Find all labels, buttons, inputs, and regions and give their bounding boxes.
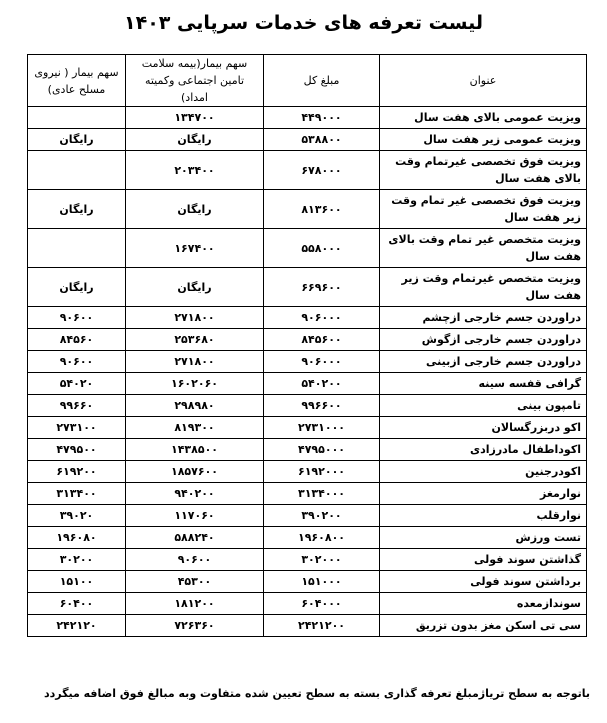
- insured-share: ۸۱۹۳۰۰: [126, 417, 264, 439]
- service-title: سی تی اسکن مغز بدون تزریق: [380, 615, 587, 637]
- military-share: [28, 107, 126, 129]
- service-title: سوندازمعده: [380, 593, 587, 615]
- service-title: گرافی قفسه سینه: [380, 373, 587, 395]
- service-title: دراوردن جسم خارجی ازگوش: [380, 329, 587, 351]
- service-title: اکو دربزرگسالان: [380, 417, 587, 439]
- service-title: برداشتن سوند فولی: [380, 571, 587, 593]
- military-share: [28, 229, 126, 268]
- table-header-row: [28, 55, 587, 107]
- service-title: اکودرجنین: [380, 461, 587, 483]
- table-row: [28, 549, 587, 571]
- service-title: ویزیت متخصص غیر تمام وقت بالای هفت سال: [380, 229, 587, 268]
- tariff-table: [27, 54, 587, 637]
- total-price: ۲۷۳۱۰۰۰: [264, 417, 380, 439]
- service-title: دراوردن جسم خارجی ازبینی: [380, 351, 587, 373]
- insured-share: رایگان: [126, 268, 264, 307]
- insured-share: ۱۸۵۷۶۰۰: [126, 461, 264, 483]
- table-row: [28, 615, 587, 637]
- service-title: نوارقلب: [380, 505, 587, 527]
- insured-share: ۲۵۳۶۸۰: [126, 329, 264, 351]
- insured-share: ۷۲۶۳۶۰: [126, 615, 264, 637]
- total-price: ۳۹۰۲۰۰: [264, 505, 380, 527]
- service-title: تامپون بینی: [380, 395, 587, 417]
- insured-share: ۱۴۳۸۵۰۰: [126, 439, 264, 461]
- military-share: ۹۰۶۰۰: [28, 351, 126, 373]
- total-price: ۵۴۰۲۰۰: [264, 373, 380, 395]
- header-military-share: سهم بیمار ( نیروی مسلح عادی): [28, 55, 126, 107]
- service-title: دراوردن جسم خارجی ازچشم: [380, 307, 587, 329]
- table-row: [28, 417, 587, 439]
- header-title: عنوان: [380, 55, 587, 107]
- insured-share: ۲۹۸۹۸۰: [126, 395, 264, 417]
- military-share: ۸۴۵۶۰: [28, 329, 126, 351]
- military-share: ۹۹۶۶۰: [28, 395, 126, 417]
- table-row: [28, 483, 587, 505]
- table-row: [28, 395, 587, 417]
- military-share: ۲۴۲۱۲۰: [28, 615, 126, 637]
- table-row: [28, 268, 587, 307]
- military-share: ۱۹۶۰۸۰: [28, 527, 126, 549]
- insured-share: ۱۶۰۲۰۶۰: [126, 373, 264, 395]
- military-share: ۶۰۴۰۰: [28, 593, 126, 615]
- insured-share: ۱۶۷۴۰۰: [126, 229, 264, 268]
- table-row: [28, 151, 587, 190]
- total-price: ۶۶۹۶۰۰: [264, 268, 380, 307]
- total-price: ۹۰۶۰۰۰: [264, 351, 380, 373]
- service-title: ویزیت فوق تخصصی غیرتمام وقت بالای هفت سال: [380, 151, 587, 190]
- total-price: ۳۱۳۴۰۰۰: [264, 483, 380, 505]
- military-share: رایگان: [28, 190, 126, 229]
- total-price: ۵۳۸۸۰۰: [264, 129, 380, 151]
- total-price: ۶۰۴۰۰۰: [264, 593, 380, 615]
- insured-share: رایگان: [126, 190, 264, 229]
- total-price: ۴۷۹۵۰۰۰: [264, 439, 380, 461]
- total-price: ۴۴۹۰۰۰: [264, 107, 380, 129]
- total-price: ۹۰۶۰۰۰: [264, 307, 380, 329]
- total-price: ۶۷۸۰۰۰: [264, 151, 380, 190]
- service-title: ویزیت عمومی زیر هفت سال: [380, 129, 587, 151]
- service-title: نوارمغز: [380, 483, 587, 505]
- insured-share: ۹۴۰۲۰۰: [126, 483, 264, 505]
- service-title: گذاشتن سوند فولی: [380, 549, 587, 571]
- insured-share: ۵۸۸۲۴۰: [126, 527, 264, 549]
- insured-share: ۱۱۷۰۶۰: [126, 505, 264, 527]
- table-row: [28, 571, 587, 593]
- military-share: ۴۷۹۵۰۰: [28, 439, 126, 461]
- insured-share: ۲۷۱۸۰۰: [126, 307, 264, 329]
- total-price: ۳۰۲۰۰۰: [264, 549, 380, 571]
- insured-share: رایگان: [126, 129, 264, 151]
- total-price: ۵۵۸۰۰۰: [264, 229, 380, 268]
- military-share: ۹۰۶۰۰: [28, 307, 126, 329]
- military-share: ۵۴۰۲۰: [28, 373, 126, 395]
- military-share: ۳۱۳۴۰۰: [28, 483, 126, 505]
- footer-note: باتوجه به سطح تریاژمبلغ تعرفه گذاری بسته به سطح تعیین شده متفاوت وبه مبالغ فوق اضافه میگردد: [43, 687, 590, 700]
- insured-share: ۴۵۳۰۰: [126, 571, 264, 593]
- table-row: [28, 229, 587, 268]
- table-row: [28, 129, 587, 151]
- table-row: [28, 527, 587, 549]
- military-share: رایگان: [28, 129, 126, 151]
- total-price: ۶۱۹۲۰۰۰: [264, 461, 380, 483]
- total-price: ۱۹۶۰۸۰۰: [264, 527, 380, 549]
- insured-share: ۲۷۱۸۰۰: [126, 351, 264, 373]
- insured-share: ۹۰۶۰۰: [126, 549, 264, 571]
- service-title: اکوداطفال مادرزادی: [380, 439, 587, 461]
- service-title: ویزیت عمومی بالای هفت سال: [380, 107, 587, 129]
- total-price: ۲۴۲۱۲۰۰: [264, 615, 380, 637]
- page-title: لیست تعرفه های خدمات سرپایی ۱۴۰۳: [124, 12, 483, 34]
- military-share: ۱۵۱۰۰: [28, 571, 126, 593]
- header-total: مبلغ کل: [264, 55, 380, 107]
- insured-share: ۱۳۴۷۰۰: [126, 107, 264, 129]
- header-insured-share: سهم بیمار(بیمه سلامت تامین اجتماعی وکمیته امداد): [126, 55, 264, 107]
- table-row: [28, 307, 587, 329]
- table-row: [28, 107, 587, 129]
- table-row: [28, 439, 587, 461]
- military-share: ۳۹۰۲۰: [28, 505, 126, 527]
- insured-share: ۲۰۳۴۰۰: [126, 151, 264, 190]
- table-row: [28, 190, 587, 229]
- table-row: [28, 461, 587, 483]
- service-title: ویزیت متخصص غیرتمام وقت زیر هفت سال: [380, 268, 587, 307]
- service-title: ویزیت فوق تخصصی غیر تمام وقت زیر هفت سال: [380, 190, 587, 229]
- military-share: ۳۰۲۰۰: [28, 549, 126, 571]
- table-row: [28, 373, 587, 395]
- total-price: ۸۱۳۶۰۰: [264, 190, 380, 229]
- military-share: [28, 151, 126, 190]
- insured-share: ۱۸۱۲۰۰: [126, 593, 264, 615]
- table-row: [28, 329, 587, 351]
- service-title: تست ورزش: [380, 527, 587, 549]
- table-row: [28, 505, 587, 527]
- table-row: [28, 351, 587, 373]
- military-share: ۲۷۳۱۰۰: [28, 417, 126, 439]
- total-price: ۱۵۱۰۰۰: [264, 571, 380, 593]
- military-share: رایگان: [28, 268, 126, 307]
- total-price: ۹۹۶۶۰۰: [264, 395, 380, 417]
- total-price: ۸۴۵۶۰۰: [264, 329, 380, 351]
- military-share: ۶۱۹۲۰۰: [28, 461, 126, 483]
- table-row: [28, 593, 587, 615]
